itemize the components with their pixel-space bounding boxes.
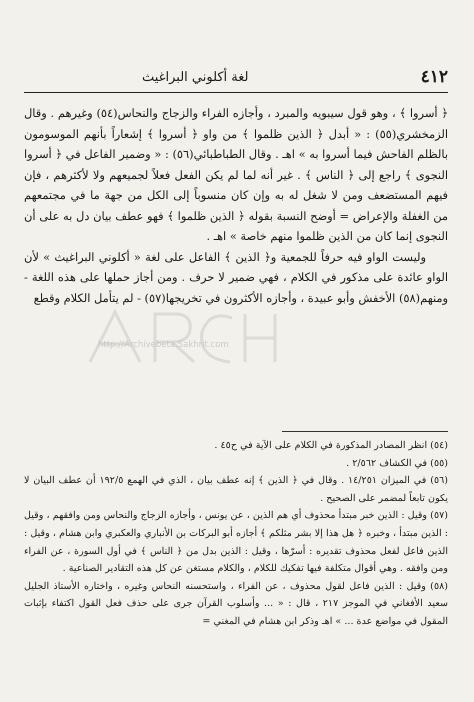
footnote-separator — [282, 431, 448, 432]
running-title: لغة أكلوني البراغيث — [142, 69, 249, 85]
paragraph-2: وليست الواو فيه حرفاً للجمعية و﴿ الذين ﴾ الفاعل على لغة « أكلوني البراغيث » لأن الواو عائدة على مذكور في الكلام ، فهي ضمير لا حرف . ومن أجاز حملها على هذه اللغة - ومنهم(٥٨) الأخفش وأبو عبيدة ، وأجازه الأكثرون في تخريجها(٥٧) - لم يتأمل الكلام وقطع — [24, 249, 448, 305]
footnote-58: (٥٨) وقيل : الذين فاعل لقول محذوف ، عن الفراء ، واستحسنه النحاس وغيره ، واختاره الأستاذ الجليل سعيد الأفغاني في الموجز ٢١٧ ، قال : « ... وأسلوب القرآن جرى على حذف فعل القول اكتفاء بإثبات المقول في مواضع عدة ... » اهـ وذكر ابن هشام في المغني = — [24, 580, 448, 627]
footnotes — [24, 437, 448, 631]
watermark-url: http://Archivebeta.Sakhrit.com — [98, 340, 229, 350]
archive-watermark — [60, 302, 360, 380]
footnote-55: (٥٥) في الكشاف ٢/٥٦٢ . — [346, 457, 448, 469]
footnote-56: (٥٦) في الميزان ١٤/٢٥١ . وقال في ﴿ الذين ﴾ إنه عطف بيان ، الذي في الهمع ١٩٢/٥ أن عطف البيان لا يكون تابعاً لمضمر على الصحيح . — [24, 475, 448, 504]
footnote-54: (٥٤) انظر المصادر المذكورة في الكلام على الآية في ح٤٥ . — [214, 440, 448, 451]
header-rule — [24, 92, 448, 93]
main-text — [24, 103, 448, 308]
page-number: ٤١٢ — [420, 67, 448, 87]
page-header — [24, 66, 448, 88]
footnote-57: (٥٧) وقيل : الذين خبر مبتدأ محذوف أي هم الذين ، عن يونس ، وأجازه الزجاج والنحاس ومن وافقهم ، وقيل : الذين مبتدأ ، وخبره ﴿ هل هذا إلا بشر مثلكم ﴾ أجازه أبو البركات بن الأنباري والعكبري وابن هشام ، وقيل : الذين فاعل لفعل محذوف تقديره : أسرّها ، وقيل : الذين بدل من ﴿ الناس ﴾ في أول السورة ، عن الفراء ومن وافقه . وهي أقوال متكلفة فيها تفكيك للكلام ، والكلام مستغن عن كل هذه التقادير الصناعية . — [24, 510, 448, 575]
watermark-logo-icon — [60, 302, 360, 380]
paragraph-1: ﴿ أسروا ﴾ ، وهو قول سيبويه والمبرد ، وأجازه الفراء والزجاج والنحاس(٥٤) وغيرهم . وقال الزمخشري(٥٥) : « أبدل ﴿ الذين ظلموا ﴾ من واو ﴿ أسروا ﴾ إشعاراً بأنهم الموسومون بالظلم الفاحش فيما أسروا به » اهـ . وقال الطباطبائي(٥٦) : « وضمير الفاعل في ﴿ أسروا النجوى ﴾ راجع إلى ﴿ الناس ﴾ . غير أنه لما لم يكن الفعل فعلاً لجميعهم ولا لأكثرهم ، فإن فيهم المستضعف ومن لا شغل له به وإن كان منسوباً إلى الكل من جهة ما في مجتمعهم من الغفلة والإعراض = أوضح النسبة بقوله ﴿ الذين ظلموا ﴾ فهو عطف بيان دل به على أن النجوى إنما كان من الذين ظلموا منهم خاصة » اهـ . — [24, 106, 448, 243]
